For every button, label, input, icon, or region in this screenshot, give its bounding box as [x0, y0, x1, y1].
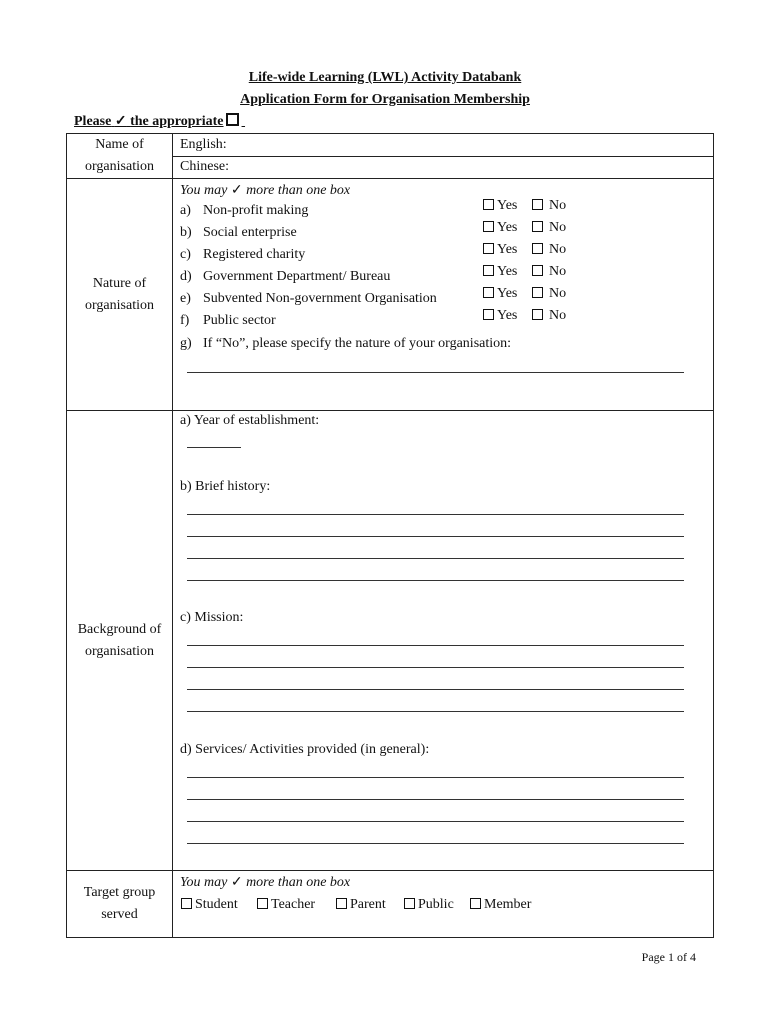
- checkbox-icon[interactable]: [483, 243, 494, 254]
- mission-line[interactable]: [187, 667, 684, 668]
- checkbox-icon[interactable]: [404, 898, 415, 909]
- checkbox-icon[interactable]: [181, 898, 192, 909]
- history-line[interactable]: [187, 514, 684, 515]
- history-label: b) Brief history:: [180, 479, 271, 494]
- nature-item-marker: d): [180, 269, 192, 284]
- background-label-line2: organisation: [85, 643, 154, 659]
- page-number: Page 1 of 4: [641, 950, 696, 964]
- services-label: d) Services/ Activities provided (in general):: [180, 742, 430, 757]
- target-label-line2: served: [101, 907, 138, 922]
- nature-specify-text: If “No”, please specify the nature of your organisation:: [203, 336, 512, 351]
- checkbox-icon[interactable]: [532, 221, 543, 232]
- checkbox-icon[interactable]: [257, 898, 268, 909]
- yes-option[interactable]: Yes: [483, 198, 517, 214]
- target-content-cell: [173, 871, 714, 938]
- target-hint: You may ✓ more than one box: [180, 875, 351, 890]
- form-subtitle: Application Form for Organisation Membership: [240, 92, 530, 107]
- target-option[interactable]: Student: [181, 897, 238, 913]
- nature-item-marker: a): [180, 203, 191, 218]
- yes-option[interactable]: Yes: [483, 220, 517, 236]
- checkbox-icon[interactable]: [483, 309, 494, 320]
- mission-line[interactable]: [187, 689, 684, 690]
- yes-option[interactable]: Yes: [483, 242, 517, 258]
- nature-specify-line[interactable]: [187, 372, 684, 373]
- target-label-cell: [67, 871, 173, 938]
- services-line[interactable]: [187, 821, 684, 822]
- yes-option[interactable]: Yes: [483, 308, 517, 324]
- nature-item-text: Non-profit making: [203, 203, 309, 218]
- mission-line[interactable]: [187, 711, 684, 712]
- no-option[interactable]: No: [532, 198, 566, 214]
- nature-label-line1: Nature of: [92, 275, 147, 291]
- nature-item-text: Registered charity: [203, 247, 306, 262]
- application-form-table: [66, 133, 714, 938]
- services-line[interactable]: [187, 777, 684, 778]
- nature-item-text: Social enterprise: [203, 225, 297, 240]
- instruction-rest: the appropriate: [130, 114, 224, 129]
- history-line[interactable]: [187, 558, 684, 559]
- no-option[interactable]: No: [532, 264, 566, 280]
- year-label: a) Year of establishment:: [180, 413, 320, 428]
- chinese-name-cell[interactable]: [173, 157, 714, 179]
- checkbox-icon[interactable]: [532, 265, 543, 276]
- services-line[interactable]: [187, 799, 684, 800]
- background-label-line1: Background of: [77, 621, 162, 637]
- background-content-cell: [173, 411, 714, 871]
- checkbox-icon[interactable]: [336, 898, 347, 909]
- instruction-text: Please: [74, 114, 112, 129]
- mission-line[interactable]: [187, 645, 684, 646]
- english-label: English:: [180, 137, 227, 152]
- target-option[interactable]: Teacher: [257, 897, 315, 913]
- nature-item-marker: f): [180, 313, 190, 328]
- history-line[interactable]: [187, 536, 684, 537]
- checkbox-icon[interactable]: [532, 243, 543, 254]
- checkbox-icon[interactable]: [470, 898, 481, 909]
- no-option[interactable]: No: [532, 286, 566, 302]
- nature-content-cell: [173, 179, 714, 411]
- year-line[interactable]: [187, 447, 241, 448]
- nature-specify-marker: g): [180, 336, 192, 351]
- background-label-cell: [67, 411, 173, 871]
- nature-hint: You may ✓ more than one box: [180, 183, 351, 198]
- target-option[interactable]: Public: [404, 897, 454, 913]
- nature-item-marker: b): [180, 225, 192, 240]
- yes-option[interactable]: Yes: [483, 264, 517, 280]
- nature-item-text: Subvented Non-government Organisation: [203, 291, 437, 306]
- checkbox-icon[interactable]: [483, 287, 494, 298]
- nature-label-cell: [67, 179, 173, 411]
- no-option[interactable]: No: [532, 242, 566, 258]
- name-label-line2: organisation: [85, 159, 154, 174]
- check-mark-icon: ✓: [230, 183, 243, 198]
- no-option[interactable]: No: [532, 220, 566, 236]
- nature-item-text: Public sector: [203, 313, 276, 328]
- nature-item-marker: c): [180, 247, 191, 262]
- check-mark-icon: ✓: [230, 875, 243, 890]
- instruction: [74, 113, 245, 130]
- mission-label: c) Mission:: [180, 610, 244, 625]
- nature-item-marker: e): [180, 291, 191, 306]
- yes-option[interactable]: Yes: [483, 286, 517, 302]
- name-label-cell: [67, 134, 173, 179]
- target-label-line1: Target group: [83, 885, 156, 900]
- checkbox-icon[interactable]: [483, 221, 494, 232]
- name-label-line1: Name of: [95, 137, 144, 152]
- no-option[interactable]: No: [532, 308, 566, 324]
- target-option[interactable]: Member: [470, 897, 531, 913]
- check-mark-icon: ✓: [114, 114, 127, 129]
- form-title: Life-wide Learning (LWL) Activity Databank: [248, 70, 522, 85]
- chinese-label: Chinese:: [180, 159, 229, 174]
- checkbox-icon[interactable]: [483, 265, 494, 276]
- checkbox-icon[interactable]: [483, 199, 494, 210]
- checkbox-icon[interactable]: [532, 309, 543, 320]
- checkbox-icon: [226, 113, 239, 126]
- services-line[interactable]: [187, 843, 684, 844]
- target-option[interactable]: Parent: [336, 897, 386, 913]
- checkbox-icon[interactable]: [532, 199, 543, 210]
- nature-item-text: Government Department/ Bureau: [203, 269, 391, 284]
- nature-label-line2: organisation: [85, 297, 154, 313]
- checkbox-icon[interactable]: [532, 287, 543, 298]
- history-line[interactable]: [187, 580, 684, 581]
- english-name-cell[interactable]: [173, 134, 714, 157]
